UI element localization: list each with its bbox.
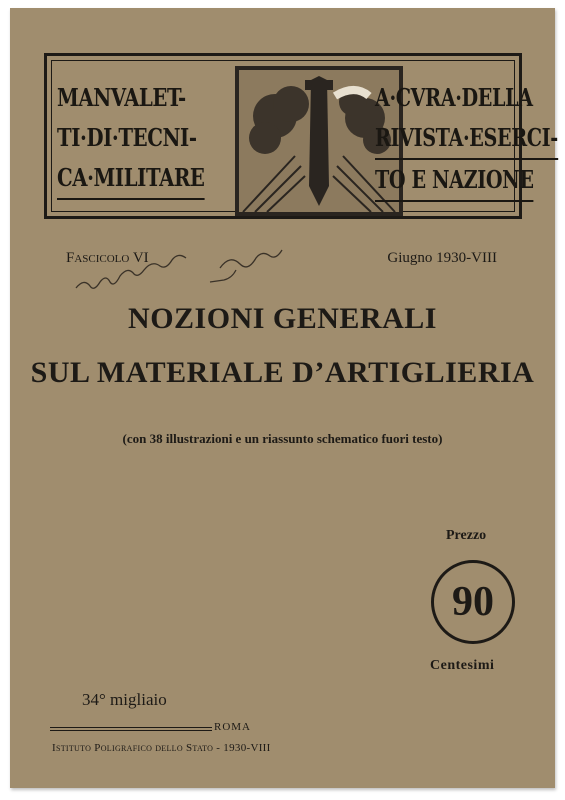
- issue-date: Giugno 1930-VIII: [387, 250, 497, 266]
- price-unit: Centesimi: [430, 658, 495, 673]
- header-frame: [44, 53, 558, 219]
- subtitle: (con 38 illustrazioni e un riassunto schematico fuori testo): [122, 431, 443, 446]
- divider-rule: [50, 727, 212, 728]
- publisher-title-line: TO E NAZIONE: [375, 160, 534, 202]
- main-title-line-1: NOZIONI GENERALI: [128, 302, 437, 335]
- price-value: 90: [452, 579, 494, 625]
- price-circle: [431, 560, 515, 644]
- series-title-line: MANVALET-: [57, 83, 186, 112]
- divider-rule: [50, 730, 212, 731]
- print-run: 34° migliaio: [82, 690, 167, 709]
- publisher-imprint: Istituto Poligrafico dello Stato - 1930-VIII: [52, 742, 271, 754]
- series-title-block: [57, 78, 207, 200]
- price-label: Prezzo: [446, 528, 487, 543]
- series-title-line: CA·MILITARE: [57, 158, 205, 200]
- publisher-title-line: RIVISTA·ESERCI-: [375, 118, 558, 160]
- book-cover: [10, 8, 558, 788]
- publisher-title-block: [375, 78, 558, 202]
- issue-number: Fascicolo VI: [66, 250, 149, 266]
- series-title-line: TI·DI·TECNI-: [57, 123, 197, 152]
- publisher-title-line: A·CVRA·DELLA: [375, 83, 533, 112]
- handwritten-signature: [70, 230, 310, 310]
- publication-place: ROMA: [214, 721, 252, 733]
- main-title-line-2: SUL MATERIALE D’ARTIGLIERIA: [30, 356, 535, 389]
